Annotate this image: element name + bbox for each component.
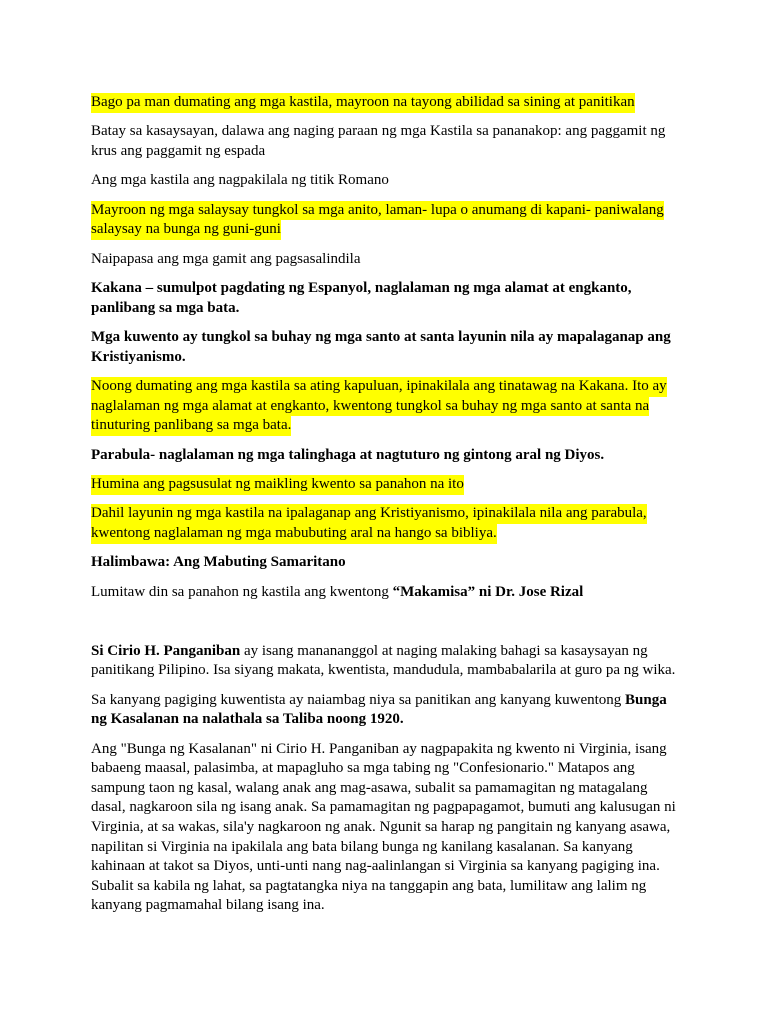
- paragraph: [91, 328, 768, 367]
- text-run: krus ang paggamit ng espada: [91, 142, 266, 159]
- highlighted-paragraph: [91, 93, 768, 113]
- text-run: Ang "Bunga ng Kasalanan" ni Cirio H. Panganiban ay nagpapakita ng kwento ni Virginia, isang: [91, 740, 667, 757]
- document-section: [91, 93, 768, 612]
- text-line: [91, 798, 768, 818]
- text-line: [91, 250, 768, 270]
- text-run: kwentong naglalaman ng mga mabubuting aral na hango sa bibliya.: [91, 525, 497, 542]
- text-line: [91, 642, 768, 662]
- text-run: kanyang pagmamahal bilang isang ina.: [91, 897, 325, 914]
- text-line: [91, 759, 768, 779]
- paragraph: [91, 122, 768, 161]
- bold-text-run: Mga kuwento ay tungkol sa buhay ng mga santo at santa layunin nila ay mapalaganap ang: [91, 329, 671, 346]
- highlighted-paragraph: [91, 475, 768, 495]
- text-run: Subalit sa kabila ng lahat, sa pagtatangka niya na tanggapin ang bata, lumilitaw ang lalim ng: [91, 877, 647, 894]
- bold-text-run: Si Cirio H. Panganiban: [91, 642, 241, 659]
- text-line: [91, 553, 768, 573]
- text-highlight: [91, 475, 464, 495]
- text-line: [91, 838, 768, 858]
- text-highlight: [91, 377, 667, 397]
- text-line: [91, 93, 768, 113]
- text-run: sampung taon ng kasal, walang anak ang mag-asawa, subalit sa pamamagitan ng matagalang: [91, 779, 648, 796]
- highlighted-paragraph: [91, 504, 768, 543]
- text-highlight: [91, 201, 664, 221]
- text-run: Noong dumating ang mga kastila sa ating kapuluan, ipinakilala ang tinatawag na Kakana. Ito ay: [91, 378, 667, 395]
- text-line: [91, 122, 768, 142]
- text-line: [91, 171, 768, 191]
- text-highlight: [91, 416, 291, 436]
- text-line: [91, 201, 768, 221]
- text-line: [91, 877, 768, 897]
- text-run: Batay sa kasaysayan, dalawa ang naging paraan ng mga Kastila sa pananakop: ang paggamit ng: [91, 123, 666, 140]
- text-line: [91, 818, 768, 838]
- highlighted-paragraph: [91, 201, 768, 240]
- text-line: [91, 857, 768, 877]
- paragraph: [91, 446, 768, 466]
- bold-text-run: ng Kasalanan na nalathala sa Taliba noong 1920.: [91, 711, 404, 728]
- paragraph: [91, 740, 768, 916]
- text-line: [91, 896, 768, 916]
- text-run: Dahil layunin ng mga kastila na ipalaganap ang Kristiyanismo, ipinakilala nila ang parabula,: [91, 505, 647, 522]
- text-line: [91, 710, 768, 730]
- paragraph: [91, 583, 768, 603]
- text-highlight: [91, 524, 497, 544]
- paragraph: [91, 691, 768, 730]
- paragraph: [91, 250, 768, 270]
- text-run: dasal, nagkaroon sila ng isang anak. Sa pamamagitan ng pagpapagamot, bumuti ang kalusugan ni: [91, 799, 676, 816]
- text-run: salaysay na bunga ng guni-guni: [91, 221, 281, 238]
- text-highlight: [91, 220, 281, 240]
- text-run: kahinaan at takot sa Diyos, unti-unti nang nag-aalinlangan si Virginia sa kanyang pagiging ina.: [91, 858, 660, 875]
- document-section: [91, 642, 768, 926]
- bold-text-run: panlibang sa mga bata.: [91, 299, 240, 316]
- text-line: [91, 504, 768, 524]
- text-run: panitikang Pilipino. Isa siyang makata, kwentista, mandudula, mambabalarila at guro pa ng wika.: [91, 662, 676, 679]
- bold-text-run: Halimbawa: Ang Mabuting Samaritano: [91, 554, 346, 571]
- text-run: Lumitaw din sa panahon ng kastila ang kwentong: [91, 583, 393, 600]
- text-run: babaeng maasal, palasimba, at mapagluho sa mga tabing ng "Confesionario." Matapos ang: [91, 760, 635, 777]
- paragraph: [91, 553, 768, 573]
- text-run: Bago pa man dumating ang mga kastila, mayroon na tayong abilidad sa sining at panitikan: [91, 94, 635, 110]
- text-run: Mayroon ng mga salaysay tungkol sa mga anito, laman- lupa o anumang di kapani- paniwalang: [91, 201, 664, 218]
- bold-text-run: Parabula- naglalaman ng mga talinghaga at nagtuturo ng gintong aral ng Diyos.: [91, 446, 605, 463]
- text-line: [91, 661, 768, 681]
- text-highlight: [91, 397, 649, 417]
- text-run: ay isang manananggol at naging malaking bahagi sa kasaysayan ng: [240, 642, 648, 659]
- text-highlight: [91, 504, 647, 524]
- text-line: [91, 740, 768, 760]
- text-line: [91, 416, 768, 436]
- text-line: [91, 524, 768, 544]
- text-line: [91, 475, 768, 495]
- highlighted-paragraph: [91, 377, 768, 436]
- text-line: [91, 691, 768, 711]
- paragraph: [91, 171, 768, 191]
- text-line: [91, 279, 768, 299]
- bold-text-run: Kristiyanismo.: [91, 348, 186, 365]
- text-line: [91, 446, 768, 466]
- text-run: napilitan si Virginia na ipakilala ang bata bilang bunga ng kanilang kasalanan. Sa kanyang: [91, 838, 633, 855]
- paragraph: [91, 642, 768, 681]
- text-run: Ang mga kastila ang nagpakilala ng titik Romano: [91, 172, 389, 189]
- text-run: naglalaman ng mga alamat at engkanto, kwentong tungkol sa buhay ng mga santo at santa na: [91, 397, 650, 414]
- text-line: [91, 328, 768, 348]
- text-line: [91, 348, 768, 368]
- text-line: [91, 220, 768, 240]
- text-highlight: [91, 93, 635, 113]
- text-run: Naipapasa ang mga gamit ang pagsasalindila: [91, 250, 361, 267]
- bold-text-run: Kakana – sumulpot pagdating ng Espanyol, naglalaman ng mga alamat at engkanto,: [91, 280, 632, 297]
- text-run: tinuturing panlibang sa mga bata.: [91, 417, 292, 434]
- text-line: [91, 397, 768, 417]
- text-line: [91, 779, 768, 799]
- text-line: [91, 377, 768, 397]
- text-line: [91, 299, 768, 319]
- text-line: [91, 583, 768, 603]
- bold-text-run: Bunga: [625, 691, 667, 708]
- text-run: Virginia, at sa wakas, sila'y nagkaroon ng anak. Ngunit sa harap ng pangitain ng kanyang asawa,: [91, 818, 671, 835]
- text-line: [91, 142, 768, 162]
- bold-text-run: “Makamisa” ni Dr. Jose Rizal: [392, 583, 584, 600]
- document-body: [91, 93, 768, 926]
- text-run: Sa kanyang pagiging kuwentista ay naiambag niya sa panitikan ang kanyang kuwentong: [91, 691, 626, 708]
- paragraph: [91, 279, 768, 318]
- text-run: Humina ang pagsusulat ng maikling kwento sa panahon na ito: [91, 476, 464, 493]
